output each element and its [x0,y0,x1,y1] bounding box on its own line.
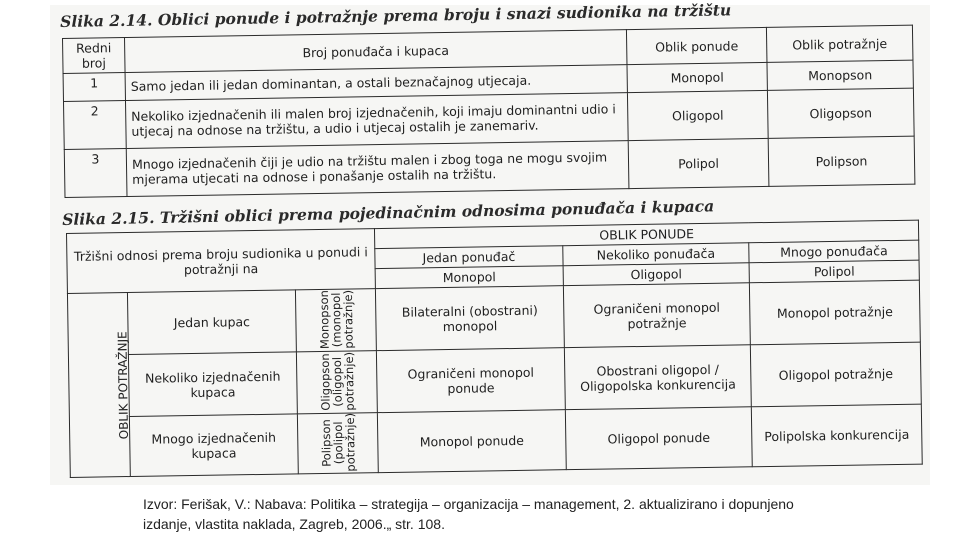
row-description: Mnogo izjednačenih čiji je udio na tržištu malen i zbog toga ne mogu svojim mjerama utjecati na odnose i ponašanje ostalih na tržištu. [126,140,629,196]
row-demand-form: Oligopson [767,88,914,139]
header-oblik-ponude: Oblik ponude [626,27,767,64]
row-number: 1 [63,73,125,102]
col-header-top: Nekoliko ponuđača [563,243,749,266]
buyers-label: Jedan kupac [127,290,296,355]
market-form-cell: Oligopol potražnje [750,342,921,407]
figure-2-15-table [66,220,923,478]
market-form-cell: Polipolska konkurencija [751,404,922,467]
buyers-label: Mnogo izjednačenih kupaca [129,414,298,477]
row-demand-form: Polipson [768,136,915,187]
demand-form-axis [67,293,130,478]
demand-form-cell [295,289,376,352]
row-supply-form: Oligopol [627,90,768,140]
row-supply-form: Monopol [627,62,767,92]
market-form-cell: Oligopol ponude [565,407,752,470]
market-form-cell: Ograničeni monopol potražnje [563,283,750,348]
header-broj-ponudjaca: Broj ponuđača i kupaca [125,30,627,73]
market-form-cell: Monopol ponude [377,410,566,473]
col-header-top: Jedan ponuđač [375,246,563,269]
col-header-top: Mnogo ponuđača [749,240,919,263]
buyers-label: Nekoliko izjednačenih kupaca [128,352,297,417]
market-form-cell: Bilateralni (obostrani) monopol [375,286,564,351]
header-redni-broj: Redni broj [63,38,126,74]
supply-form-header: OBLIK PONUDE [375,220,919,249]
header-oblik-potraznje: Oblik potražnje [766,25,913,62]
row-number: 3 [64,148,127,197]
demand-form-label: Polipson (polipol potražnje) [318,412,358,472]
figure-2-14-table [62,25,915,198]
row-description: Nekoliko izjednačenih ili malen broj izjednačenih, koji imaju dominantni udio i utjecaj na odnose na tržištu, a udio i utjecaj ostalih je zanemariv. [125,92,628,148]
col-header-bottom: Polipol [749,260,919,283]
market-form-cell: Obostrani oligopol / Oligopolska konkurencija [564,345,751,410]
col-header-bottom: Monopol [375,266,563,289]
figure-2-14-table-wrap [62,25,914,198]
source-citation: Izvor: Ferišak, V.: Nabava: Politika – strategija – organizacija – management, 2. aktualizirano i dopunjeno izdanje, vlastita naklada, Zagreb, 2006.„ str. 108. [143,496,794,532]
row-demand-form: Monopson [767,60,913,90]
col-header-bottom: Oligopol [563,263,749,286]
figure-2-14-title: Slika 2.14. Oblici ponude i potražnje prema broju i snazi sudionika na tržištu [60,0,732,31]
figure-2-15-table-wrap [66,220,922,473]
market-form-cell: Monopol potražnje [749,280,920,345]
demand-form-cell [296,351,377,414]
demand-form-label: Oligopson (oligopol potražnje) [317,351,357,411]
demand-form-label: Monopson (monopol potražnje) [316,289,356,350]
row-number: 2 [63,100,126,149]
corner-cell: Tržišni odnosi prema broju sudionika u ponudi i potražnji na [67,229,376,294]
demand-form-axis-label: OBLIK POTRAŽNJE [115,331,132,440]
table-row [69,404,922,477]
market-form-cell: Ograničeni monopol ponude [376,348,565,413]
row-supply-form: Polipol [628,138,769,188]
figure-2-15-title: Slika 2.15. Tržišni oblici prema pojedinačnim odnosima ponuđača i kupaca [62,196,715,229]
row-description: Samo jedan ili jedan dominantan, a ostali beznačajnog utjecaja. [125,65,627,100]
demand-form-cell [297,413,378,474]
